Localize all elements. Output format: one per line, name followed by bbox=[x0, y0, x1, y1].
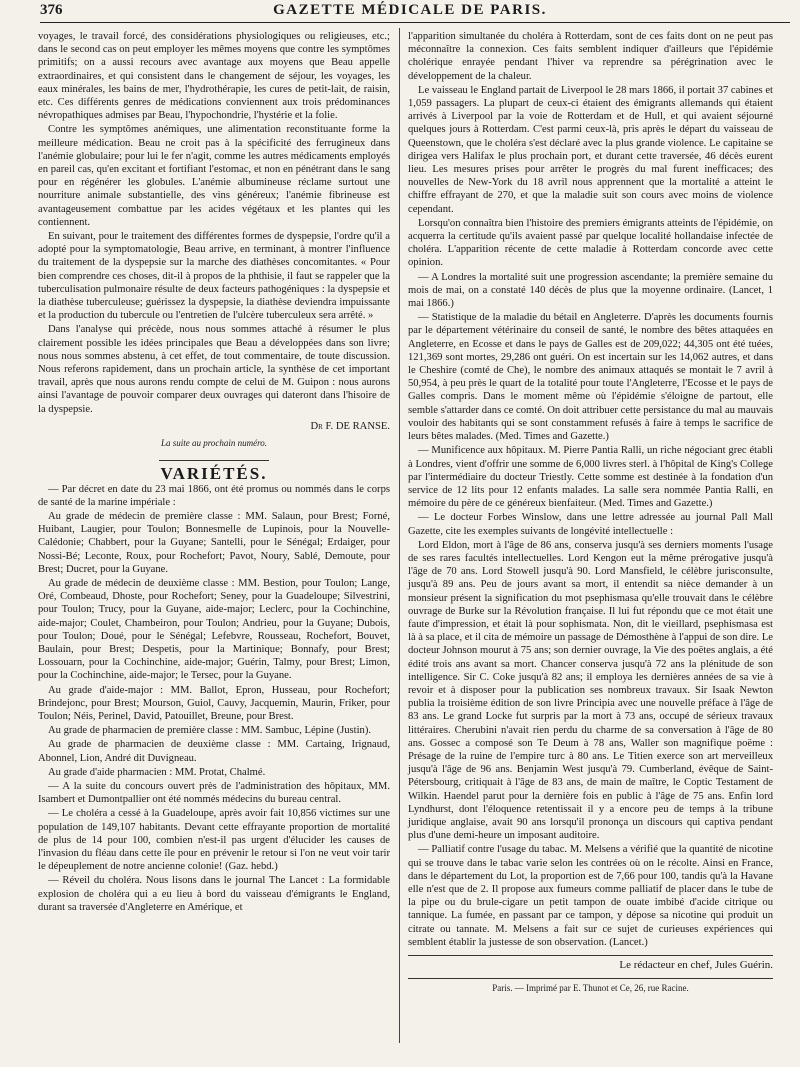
paragraph-pharmacien-premiere: Au grade de pharmacien de première classe : MM. Sambuc, Lépine (Justin). bbox=[48, 725, 372, 737]
paragraph-concours: — A la suite du concours ouvert près de l'administration des hôpitaux, MM. Isambert et Dumontpallier ont été nommés médecins du bureau central. bbox=[38, 780, 390, 806]
right-column bbox=[408, 30, 773, 995]
paragraph-tabac: — Palliatif contre l'usage du tabac. M. Melsens a vérifié que la quantité de nicotine qui se trouve dans le tabac varie selon les contrées où on le récolte. Ainsi en France, dans le département du Lot, la proportion est de 7,66 pour 100, tandis qu'à la Havane elle n'est que de 2. Il propose aux fumeurs comme palliatif de placer dans le tube de la pipe ou du brule-cigare un petit tampon de ouate imbibé d'acide citrique ou tannique. La fumée, en passant par ce tampon, y dépose sa nicotine qui produit un citrate ou tannate. M. Melsens a fait sur ce sujet de curieuses expériences qui semblent établir la justesse de son observation. (Lancet.) bbox=[408, 844, 773, 948]
paragraph-pharmacien-deuxieme: Au grade de pharmacien de deuxième classe : MM. Cartaing, Irignaud, Abonnel, Lion, André dit Duvigneau. bbox=[38, 739, 390, 764]
imprint-line: Paris. — Imprimé par E. Thunot et Ce, 26, rue Racine. bbox=[492, 983, 689, 994]
author-signature: Dr F. DE RANSE. bbox=[310, 420, 390, 432]
paragraph-betail: — Statistique de la maladie du bétail en Angleterre. D'après les documents fournis par le département vétérinaire du conseil de santé, le nombre des bêtes attaquées en Angleterre, en Ecosse et dans le pays de Galles est de 209,022; 44,305 ont été tuées, 121,369 sont mortes, 29,286 ont guéri. On est incertain sur les 14,062 autres, et dans le Cheshire (comté de Che), le nombre des animaux attaqués se montait le 7 avril à 50,954, à peu près le quart de la totalité pour toute l'Angleterre, l'Ecosse et le pays de Galles compris. Dans le moment même où l'épidémie s'éloigne de partout, elle semble s'attarder dans ce comté. On doit attribuer cette persistance du mal au mauvais vouloir des habitants qui se sont constamment refusés à faire à temps le sacrifice de leurs bêtes malades. (Med. Times and Gazette.) bbox=[408, 312, 773, 443]
paragraph-decree: — Par décret en date du 23 mai 1866, ont été promus ou nommés dans le corps de santé de la marine impériale : bbox=[38, 483, 390, 508]
imprint-rule bbox=[408, 978, 773, 979]
page-number: 376 bbox=[40, 2, 63, 18]
paragraph-anemia: Contre les symptômes anémiques, une alimentation reconstituante forme la meilleure médication. Beau ne croit pas à la spécificité des ferrugineux dans l'anémie globulaire; pour lui le fer n'agit, comme les autres médicaments employés en pareil cas, qu'en excitant et fortifiant l'estomac, et non en pénétrant dans le sang pour en régénérer les globules. L'anémie albumineuse réclame surtout une nourriture animale substantielle, des vins généreux; l'anémie fibrineuse est avantageusement combattue par les acides végétaux et les plantes qui les contiennent. bbox=[38, 124, 390, 228]
paragraph-aide-pharmacien: Au grade d'aide pharmacien : MM. Protat, Chalmé. bbox=[48, 766, 266, 778]
journal-title: GAZETTE MÉDICALE DE PARIS. bbox=[273, 2, 547, 18]
paragraph-conclusion: Dans l'analyse qui précède, nous nous sommes attaché à résumer le plus clairement possible les idées principales que Beau a développées dans son livre; nous nous sommes abstenu, à cet effet, de tout commentaire, de toute discussion. Nous referons rapidement, dans un prochain article, la synthèse de cet important travail, après que nous aurons rendu compte de celui de M. Guipon : nous aurons ainsi l'avantage de pouvoir comparer deux ouvrages qui dateront dans l'hisoire de la dyspepsie. bbox=[38, 324, 390, 415]
editor-signature: Le rédacteur en chef, Jules Guérin. bbox=[619, 959, 773, 972]
paragraph-emigrants: Lorsqu'on connaîtra bien l'histoire des premiers émigrants atteints de l'épidémie, on acquerra la certitude qu'ils avaient passé par quelque localité hollandaise infectée de choléra. L'apparition récente de cette maladie à Rotterdam concorde avec cette opinion. bbox=[408, 217, 773, 269]
page-header bbox=[30, 2, 790, 22]
left-column bbox=[38, 30, 390, 915]
paragraph-munificence: — Munificence aux hôpitaux. M. Pierre Pantia Ralli, un riche négociant grec établi à Londres, vient d'offrir une somme de 6,000 livres sterl. à l'hôpital de King's College par l'intermédiaire du docteur Triestly. Cette somme est destinée à la fondation d'un service de 12 lits pour 12 enfants malades. La salle sera nommée Pantia Ralli, en mémoire du père de ce généreux bienfaiteur. (Med. Times and Gazette.) bbox=[408, 445, 773, 510]
paragraph-aide-major: Au grade d'aide-major : MM. Ballot, Epron, Husseau, pour Rochefort; Brindejonc, pour Brest; Mourson, Guiol, Cauvy, Jacquemin, Maurin, Friker, pour Toulon; Néis, Perinel, David, Patouillet, Breune, pour Brest. bbox=[38, 684, 390, 722]
paragraph-longevity-examples: Lord Eldon, mort à l'âge de 86 ans, conserva jusqu'à ses derniers moments l'usage de ses rares facultés intellectuelles. Lord Kengon eut la même prérogative jusqu'à l'âge de 70 ans. Lord Stowell jusqu'à 90. Lord Mansfield, le célèbre jurisconsulte, jusqu'à 89 ans. Peu de jours avant sa mort, il entendit sa nièce demander à un monsieur présent la signification du mot psephismasa qu'elle trouvait dans le célèbre ouvrage de Burke sur la Révolution française. Il lui fut répondu que ce mot était une faute d'impression, et était là pour sophismata. Non, dit le vieillard, psephismasa est là à sa place, et il cita de mémoire un passage de Démosthène à l'appui de son dire. Le docteur Johnson mourut à 75 ans; son dernier ouvrage, la Vie des poëtes anglais, a été édité trois ans avant sa mort. Chancer conserva jusqu'à 72 ans la plénitude de son intelligence. Sir C. Coke jusqu'à 82 ans; il employa les dernières années de sa vie à revoir et à disposer pour la publication ses nombreux travaux. Sir Isaak Newton publia la troisième édition de son livre Principia avec une nouvelle préface à l'âge de 83 ans. Le grand Locke fut surpris par la mort à 73 ans, occupé de sérieux travaux littéraires. Cherubini n'avait rien perdu du charme de sa conversation à l'âge de 80 ans. Gossec a composé son Te Deum à 78 ans, Waller son magnifique poëme : Présage de la ruine de l'empire turc à 80 ans. Le Titien exerce son art merveilleux jusqu'à l'âge de 96 ans. Benjamin West jusqu'à 79. Cumberland, évêque de Saint-Pétersbourg, critiquait à l'âge de 83 ans, de main de maître, le Coptic Testament de Wilkin. Haendel parut pour la dernière fois en public à l'âge de 75 ans. Enfin lord Lyndhurst, dont l'éloquence retentissait il y a encore peu de temps à la tribune juridique anglaise, avait 90 ans lorsqu'il prononça un discours qui captiva pendant plus d'une demi-heure un imposant auditoire. bbox=[408, 539, 773, 842]
paragraph-londres: — A Londres la mortalité suit une progression ascendante; la première semaine du mois de mai, on a constaté 140 décès de plus que la moyenne ordinaire. (Lancet, 1 mai 1866.) bbox=[408, 271, 773, 310]
footer-rule bbox=[408, 955, 773, 956]
paragraph-reveil-cholera: — Réveil du choléra. Nous lisons dans le journal The Lancet : La formidable explosion de choléra qui a eu lieu à bord du vaisseau d'émigrants le England, durant sa traversée d'Angleterre en Amérique, et bbox=[38, 875, 390, 913]
section-title-varietes: VARIÉTÉS. bbox=[160, 464, 268, 484]
paragraph-diathesis: En suivant, pour le traitement des différentes formes de dyspepsie, l'ordre qu'il a adopté pour la symptomatologie, Beau arrive, en terminant, à montrer l'influence du traitement de la dyspepsie sur la marche des diathèses concomitantes. « Pour bien comprendre ces choses, dit-il à propos de la phthisie, il faut se rappeler que la tuberculisation pulmonaire résulte de deux facteurs pathogéniques : la dyspepsie et la diathèse tuberculeuse; guérissez la dyspepsie, la diathèse deviendra impuissante et la production du tubercule ou l'entretien de l'ulcère tuberculeux sera arrêté. » bbox=[38, 231, 390, 322]
paragraph-rotterdam: l'apparition simultanée du choléra à Rotterdam, sont de ces faits dont on ne peut pas méconnaître la connexion. Ces faits semblent indiquer d'ailleurs que l'épidémie cholérique enrayée pendant l'hiver va reprendre sa pérégrination avec le développement de la chaleur. bbox=[408, 31, 773, 82]
paragraph-guadeloupe: — Le choléra a cessé à la Guadeloupe, après avoir fait 10,856 victimes sur une population de 149,107 habitants. Devant cette effrayante proportion de mortalité de plus de 14 pour 100, combien n'est-il pas urgent d'élucider les causes de l'invasion du fléau dans cette île pour en prévenir le retour si l'on ne veut voir tarir le dépeuplement de notre ancienne colonie! (Gaz. hebd.) bbox=[38, 808, 390, 873]
paragraph-treatment: voyages, le travail forcé, des considérations physiologiques ou religieuses, etc.; dans le second cas on peut employer les mêmes moyens que contre les symptômes primitifs; on a aussi recours avec avantage aux moyens que Beau appelle extraordinaires, et qui consistent dans le changement de séjour, les voyages, les eaux minérales, les bains de mer, l'hydrothérapie, les cures de petit-lait, de raisin, etc. Ces différents genres de médications conviennent aux trois prédominances névropathiques admises par Beau, l'hypochondrie, l'hystérie et la folie. bbox=[38, 31, 390, 122]
paragraph-forbes-winslow: — Le docteur Forbes Winslow, dans une lettre adressée au journal Pall Mall Gazette, cite les exemples suivants de longévité intellectuelle : bbox=[408, 512, 773, 537]
section-rule bbox=[159, 460, 269, 461]
column-divider bbox=[399, 28, 400, 1043]
header-rule bbox=[40, 22, 790, 23]
paragraph-medecin-premiere: Au grade de médecin de première classe : MM. Salaun, pour Brest; Forné, Huibant, Laugier, pour Toulon; Bonnesmelle de Lupinois, pour la Nouvelle-Calédonie; Chabbert, pour la Guyane; Santelli, pour le Sénégal; Erdaiger, pour Nossi-Bé; Leconte, Roux, pour Rochefort; Pavot, Noury, Sablé, Demoute, pour Brest; Ducret, pour la Guyane. bbox=[38, 510, 390, 575]
continuation-note: La suite au prochain numéro. bbox=[160, 438, 268, 449]
paragraph-medecin-deuxieme: Au grade de médecin de deuxième classe : MM. Bestion, pour Toulon; Lange, Oré, Combeaud, Dhoste, pour Rochefort; Seney, pour la Guadeloupe; Silvestrini, pour Toulon; Trucy, pour la Guyane, aide-major; Leclerc, pour la Cochinchine, aide-major; Coulet, Chambeiron, pour Toulon; Andrieu, pour la Guyane; Dubois, pour Toulon; Doué, pour le Sénégal; Lefebvre, Rousseau, Rochefort, Bouvet, Baulain, pour Brest; Despetis, pour la Martinique; Bonnafy, pour Brest; Lossouarn, pour la Cochinchine, aide-major; Guérin, Talmy, pour Brest; Limon, pour la Cochinchine, aide-major; le Tersec, pour la Guyane. bbox=[38, 577, 390, 682]
paragraph-england-ship: Le vaisseau le England partait de Liverpool le 28 mars 1866, il portait 37 cabines et 1,059 passagers. La plupart de ceux-ci étaient des émigrants allemands qui étaient arrivés à Liverpool par la voie de Rotterdam et de Hull, et qui avaient séjourné quelques jours à Rotterdam. C'est parmi ceux-là, pris après le départ du vaisseau de Queenstown, que le choléra s'est déclaré avec la plus grande violence. Le capitaine se dirigea vers Halifax le plus prochain port, et durant cette traversée, 46 décès eurent lieu. Les mesures prises pour arrêter le progrès du mal furent inefficaces; des nouvelles de New-York du 18 avril nous apprennent que la mortalité a atteint le chiffre effrayant de 270, et que la maladie suit son cours avec moins de violence cependant. bbox=[408, 84, 773, 215]
